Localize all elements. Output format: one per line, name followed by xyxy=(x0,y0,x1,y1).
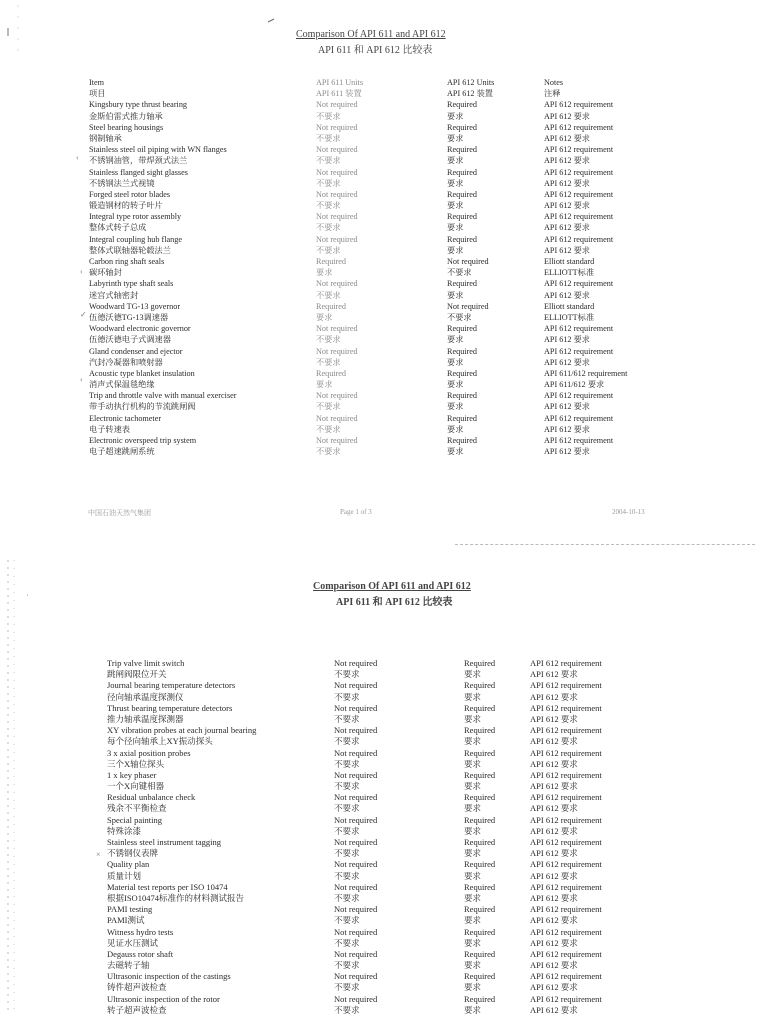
row-api612: Required xyxy=(447,100,478,110)
row-api611: 不要求 xyxy=(316,111,341,121)
row-notes: API 612 要求 xyxy=(530,870,578,881)
row-api611: 不要求 xyxy=(334,736,360,747)
row-api611: Not required xyxy=(316,279,358,289)
page-subtitle: API 611 和 API 612 比较表 xyxy=(318,45,433,56)
row-item: 项目 xyxy=(89,89,106,99)
row-item: Stainless steel instrument tagging xyxy=(107,837,222,847)
row-notes: API 612 requirement xyxy=(530,680,602,691)
row-api612: 要求 xyxy=(447,402,464,412)
row-item: 电子超速跳闸系统 xyxy=(89,447,155,457)
row-notes: API 612 requirement xyxy=(544,122,614,132)
row-api611: Not required xyxy=(334,926,378,937)
row-api611: 不要求 xyxy=(316,156,341,166)
row-item: Stainless flanged sight glasses xyxy=(89,167,188,177)
row-api612: Required xyxy=(464,792,496,803)
row-notes: API 612 requirement xyxy=(544,391,614,401)
row-item: 伍德沃德TG-13调速器 xyxy=(89,312,169,322)
row-notes: API 612 要求 xyxy=(530,848,578,859)
row-api611: Required xyxy=(316,301,347,311)
row-item: Trip valve limit switch xyxy=(107,658,185,668)
row-api611: 要求 xyxy=(316,268,333,278)
row-api612: Required xyxy=(447,212,478,222)
row-api611: Not required xyxy=(316,189,358,199)
row-api612: Required xyxy=(447,167,478,177)
row-api611: 不要求 xyxy=(334,1004,360,1015)
row-item: Integral coupling hub flange xyxy=(89,234,182,244)
row-notes: API 612 requirement xyxy=(544,189,614,199)
row-api611: 不要求 xyxy=(334,870,360,881)
row-notes: API 612 requirement xyxy=(544,145,614,155)
row-api611: Not required xyxy=(316,167,358,177)
row-notes: API 612 requirement xyxy=(530,769,602,780)
margin-mark: · xyxy=(26,591,29,600)
row-api611: Not required xyxy=(316,234,358,244)
row-api612: 要求 xyxy=(447,424,464,434)
row-api611: 不要求 xyxy=(334,803,360,814)
footer-date: 2004-10-13 xyxy=(612,508,645,516)
row-api611: Not required xyxy=(316,346,358,356)
row-api611: Not required xyxy=(334,658,378,668)
row-item: PAMI testing xyxy=(107,904,153,915)
row-item: 电子转速表 xyxy=(89,424,130,434)
row-api611: Not required xyxy=(334,859,378,870)
row-notes: API 612 requirement xyxy=(544,279,614,289)
row-notes: 注释 xyxy=(544,89,561,99)
row-api612: 要求 xyxy=(464,848,482,859)
row-item: 钢制轴承 xyxy=(89,133,122,143)
row-api611: 不要求 xyxy=(334,669,360,680)
row-notes: API 611/612 requirement xyxy=(544,368,628,378)
row-notes: API 612 要求 xyxy=(530,982,578,993)
row-notes: ELLIOTT标准 xyxy=(544,312,595,322)
row-item: 根据ISO10474标准作的材料测试报告 xyxy=(107,892,244,903)
row-notes: API 612 要求 xyxy=(530,960,578,971)
row-api611: 不要求 xyxy=(316,201,341,211)
row-api611: Not required xyxy=(316,212,358,222)
row-api612: 不要求 xyxy=(447,312,472,322)
row-notes: API 612 要求 xyxy=(544,133,590,143)
row-api611: 不要求 xyxy=(334,848,360,859)
footer-left: 中国石油天然气集团 xyxy=(88,509,151,517)
row-api612: Required xyxy=(447,145,478,155)
row-api611: Not required xyxy=(316,100,358,110)
row-notes: API 612 要求 xyxy=(530,669,578,680)
row-notes: ELLIOTT标准 xyxy=(544,268,595,278)
row-notes: API 612 要求 xyxy=(530,713,578,724)
row-api612: 要求 xyxy=(447,357,464,367)
row-api612: 要求 xyxy=(464,915,482,926)
row-api611: 不要求 xyxy=(316,178,341,188)
row-item: Electronic overspeed trip system xyxy=(89,436,197,445)
footer-page-number: Page 1 of 3 xyxy=(340,508,372,516)
row-item: Item xyxy=(89,78,105,87)
row-api612: 要求 xyxy=(447,335,464,345)
row-notes: API 612 requirement xyxy=(544,167,614,177)
row-api612: API 612 装置 xyxy=(447,89,493,99)
row-api611: Not required xyxy=(316,391,358,401)
row-api611: Not required xyxy=(334,702,378,713)
row-api611: 不要求 xyxy=(334,892,360,903)
row-notes: API 612 requirement xyxy=(530,658,602,668)
row-notes: API 612 requirement xyxy=(530,904,602,915)
row-item: 特殊涂漆 xyxy=(107,825,142,836)
row-item: 不锈钢法兰式视镜 xyxy=(89,178,155,188)
row-api612: 要求 xyxy=(464,937,482,948)
row-item: 金斯伯雷式推力轴承 xyxy=(89,111,163,121)
row-item: 不锈钢仪表牌 xyxy=(107,848,159,859)
row-item: 碳环轴封 xyxy=(89,268,122,278)
row-item: 转子超声波检查 xyxy=(107,1004,167,1015)
row-api612: Required xyxy=(464,680,496,691)
row-notes: API 612 requirement xyxy=(544,324,614,334)
row-notes: API 612 requirement xyxy=(530,859,602,870)
row-item: Thrust bearing temperature detectors xyxy=(107,702,233,713)
row-notes: API 612 requirement xyxy=(530,702,602,713)
row-notes: API 612 要求 xyxy=(530,1004,578,1015)
row-api612: Required xyxy=(464,837,496,847)
row-api611: Not required xyxy=(334,904,378,915)
row-notes: API 612 要求 xyxy=(544,156,590,166)
row-api612: Not required xyxy=(447,257,489,266)
row-notes: API 612 requirement xyxy=(544,413,614,423)
row-api612: 要求 xyxy=(447,156,464,166)
row-item: 去磁转子轴 xyxy=(107,960,150,971)
row-item: 3 x axial position probes xyxy=(107,747,191,758)
row-item: Material test reports per ISO 10474 xyxy=(107,881,228,892)
row-api611: 不要求 xyxy=(316,223,341,233)
row-item: 每个径向轴承上XY振动探头 xyxy=(107,736,213,747)
row-api611: API 611 装置 xyxy=(316,89,362,99)
row-item: Gland condenser and ejector xyxy=(89,346,183,356)
row-api612: 要求 xyxy=(464,870,482,881)
row-notes: API 612 要求 xyxy=(544,223,590,233)
row-api611: 不要求 xyxy=(316,447,341,457)
row-api612: Required xyxy=(464,926,496,937)
row-api612: 要求 xyxy=(464,669,482,680)
row-api612: Required xyxy=(464,948,496,959)
row-item: 不锈钢油管，带焊颈式法兰 xyxy=(89,156,188,166)
row-api612: 要求 xyxy=(464,892,482,903)
row-api611: 不要求 xyxy=(316,357,341,367)
row-api612: 要求 xyxy=(447,201,464,211)
row-item: 迷宫式轴密封 xyxy=(89,290,139,300)
row-api611: 不要求 xyxy=(316,245,341,255)
margin-mark: ‹ xyxy=(76,153,79,162)
row-api612: Not required xyxy=(447,301,489,311)
row-notes: Notes xyxy=(544,78,564,87)
row-api612: Required xyxy=(464,881,496,892)
row-api612: Required xyxy=(464,658,496,668)
row-api612: 要求 xyxy=(464,781,482,792)
row-notes: API 612 要求 xyxy=(530,758,578,769)
row-notes: API 612 requirement xyxy=(530,747,602,758)
row-notes: API 612 要求 xyxy=(544,111,590,121)
row-item: Journal bearing temperature detectors xyxy=(107,680,236,691)
row-notes: API 612 requirement xyxy=(530,837,602,847)
row-notes: API 612 要求 xyxy=(530,691,578,702)
row-notes: API 612 要求 xyxy=(530,892,578,903)
row-api611: Not required xyxy=(334,993,378,1004)
row-api611: Required xyxy=(316,368,347,378)
row-api612: 要求 xyxy=(464,691,482,702)
row-api612: 要求 xyxy=(447,245,464,255)
row-api612: Required xyxy=(464,993,496,1004)
row-notes: API 612 要求 xyxy=(530,937,578,948)
row-item: Stainless steel oil piping with WN flanges xyxy=(89,145,227,155)
row-api611: Not required xyxy=(316,122,358,132)
row-notes: API 611/612 要求 xyxy=(544,380,605,390)
row-api612: 不要求 xyxy=(447,268,472,278)
row-api612: Required xyxy=(447,346,478,356)
row-api611: Not required xyxy=(334,680,378,691)
row-item: 推力轴承温度探测器 xyxy=(107,713,184,724)
row-item: Kingsbury type thrust bearing xyxy=(89,100,188,110)
row-notes: API 612 要求 xyxy=(530,803,578,814)
row-item: Forged steel rotor blades xyxy=(89,189,171,199)
row-notes: API 612 要求 xyxy=(530,781,578,792)
row-item: PAMI测试 xyxy=(107,915,145,926)
row-notes: API 612 requirement xyxy=(544,100,614,110)
row-notes: API 612 requirement xyxy=(544,212,614,222)
row-notes: API 612 要求 xyxy=(530,825,578,836)
margin-mark: ‹ xyxy=(80,375,83,384)
row-notes: API 612 requirement xyxy=(530,725,602,736)
row-notes: API 612 要求 xyxy=(544,447,590,457)
row-notes: Elliott standard xyxy=(544,301,595,311)
row-item: 整体式转子总成 xyxy=(89,223,147,233)
row-notes: API 612 要求 xyxy=(544,178,590,188)
row-api611: Not required xyxy=(334,971,378,982)
row-api611: Not required xyxy=(334,814,378,825)
row-notes: API 612 requirement xyxy=(530,881,602,892)
row-api612: Required xyxy=(447,324,478,334)
row-api612: Required xyxy=(464,702,496,713)
row-api611: 不要求 xyxy=(334,825,360,836)
row-api612: Required xyxy=(464,769,496,780)
row-api612: Required xyxy=(464,725,496,736)
row-notes: API 612 要求 xyxy=(544,201,590,211)
row-api611: 不要求 xyxy=(334,937,360,948)
row-notes: API 612 requirement xyxy=(544,436,614,445)
row-api611: 不要求 xyxy=(334,915,360,926)
row-api611: Not required xyxy=(316,145,358,155)
row-api611: API 611 Units xyxy=(316,78,364,87)
row-item: 伍德沃德电子式调速器 xyxy=(89,335,171,345)
row-api612: 要求 xyxy=(447,223,464,233)
page-title: Comparison Of API 611 and API 612 xyxy=(296,29,446,40)
row-notes: API 612 requirement xyxy=(530,971,602,982)
row-api611: Required xyxy=(316,257,347,266)
row-item: Labyrinth type shaft seals xyxy=(89,279,174,289)
row-api612: Required xyxy=(447,122,478,132)
row-api612: 要求 xyxy=(464,736,482,747)
row-notes: API 612 要求 xyxy=(530,736,578,747)
row-api612: Required xyxy=(447,436,478,445)
row-notes: API 612 requirement xyxy=(530,948,602,959)
document-page-2 xyxy=(0,545,768,1024)
row-api612: Required xyxy=(464,859,496,870)
row-item: 整体式联轴器轮毂法兰 xyxy=(89,245,171,255)
row-api612: API 612 Units xyxy=(447,78,495,87)
row-api611: 不要求 xyxy=(316,424,341,434)
row-item: 见证水压测试 xyxy=(107,937,159,948)
row-api611: Not required xyxy=(316,324,358,334)
row-api612: Required xyxy=(447,189,478,199)
row-api611: Not required xyxy=(334,837,378,847)
row-item: Acoustic type blanket insulation xyxy=(89,368,195,378)
row-api611: Not required xyxy=(334,881,378,892)
row-api611: 不要求 xyxy=(316,402,341,412)
row-item: 质量计划 xyxy=(107,870,142,881)
row-notes: API 612 要求 xyxy=(544,245,590,255)
row-api612: Required xyxy=(464,814,496,825)
row-notes: API 612 要求 xyxy=(544,357,590,367)
row-api612: 要求 xyxy=(464,713,482,724)
row-item: Woodward electronic governor xyxy=(89,324,191,334)
row-api611: Not required xyxy=(316,413,358,423)
row-api611: Not required xyxy=(334,769,378,780)
row-api611: 要求 xyxy=(316,380,333,390)
row-item: Special painting xyxy=(107,814,163,825)
row-api611: 不要求 xyxy=(334,982,360,993)
row-api611: 不要求 xyxy=(334,960,360,971)
row-item: Quality plan xyxy=(107,859,150,870)
row-api611: 不要求 xyxy=(316,290,341,300)
row-notes: API 612 要求 xyxy=(530,915,578,926)
row-item: Carbon ring shaft seals xyxy=(89,257,165,266)
row-notes: API 612 要求 xyxy=(544,335,590,345)
row-api612: Required xyxy=(447,413,478,423)
row-item: Woodward TG-13 governor xyxy=(89,301,181,311)
page-title: Comparison Of API 611 and API 612 xyxy=(313,581,471,592)
row-api611: Not required xyxy=(316,436,358,445)
row-api612: Required xyxy=(447,391,478,401)
row-item: 一个X向键相器 xyxy=(107,781,165,792)
row-notes: API 612 要求 xyxy=(544,424,590,434)
page-subtitle: API 611 和 API 612 比较表 xyxy=(336,597,453,608)
row-item: Degauss rotor shaft xyxy=(107,948,174,959)
row-api611: 不要求 xyxy=(334,758,360,769)
row-api612: Required xyxy=(464,747,496,758)
row-item: 汽封冷凝器和喷射器 xyxy=(89,357,163,367)
row-api612: Required xyxy=(447,234,478,244)
row-api612: Required xyxy=(447,279,478,289)
row-api611: Not required xyxy=(334,725,378,736)
row-notes: API 612 requirement xyxy=(544,234,614,244)
row-api611: 不要求 xyxy=(334,713,360,724)
row-api611: Not required xyxy=(334,747,378,758)
row-item: 1 x key phaser xyxy=(107,769,157,780)
row-api612: Required xyxy=(464,904,496,915)
row-notes: API 612 requirement xyxy=(530,814,602,825)
margin-mark: ‹ xyxy=(80,267,83,276)
row-api612: 要求 xyxy=(464,960,482,971)
margin-mark: ✓ xyxy=(80,310,87,319)
row-api612: 要求 xyxy=(464,1004,482,1015)
row-notes: API 612 requirement xyxy=(544,346,614,356)
row-item: Steel bearing housings xyxy=(89,122,164,132)
row-item: 跳闸阀限位开关 xyxy=(107,669,167,680)
margin-mark: × xyxy=(96,850,101,859)
row-notes: API 612 requirement xyxy=(530,993,602,1004)
row-item: Ultrasonic inspection of the rotor xyxy=(107,993,220,1004)
row-api611: 要求 xyxy=(316,312,333,322)
row-item: 径向轴承温度探测仪 xyxy=(107,691,184,702)
row-notes: API 612 requirement xyxy=(530,792,602,803)
row-item: 铸件超声波检查 xyxy=(107,982,167,993)
row-api612: 要求 xyxy=(464,803,482,814)
row-notes: API 612 要求 xyxy=(544,290,590,300)
row-item: 带手动执行机构的节流跳闸阀 xyxy=(89,402,196,412)
row-api612: Required xyxy=(447,368,478,378)
row-api612: 要求 xyxy=(464,758,482,769)
row-api611: Not required xyxy=(334,948,378,959)
row-item: Witness hydro tests xyxy=(107,926,174,937)
row-notes: Elliott standard xyxy=(544,257,595,266)
row-api611: 不要求 xyxy=(334,691,360,702)
row-api612: 要求 xyxy=(464,825,482,836)
row-item: XY vibration probes at each journal bearing xyxy=(107,725,257,736)
row-item: Trip and throttle valve with manual exerciser xyxy=(89,391,237,401)
row-api612: 要求 xyxy=(464,982,482,993)
row-item: 消声式保温毯绝缘 xyxy=(89,380,155,390)
row-api612: 要求 xyxy=(447,380,464,390)
row-item: 锻造钢材的转子叶片 xyxy=(89,201,163,211)
row-item: Ultrasonic inspection of the castings xyxy=(107,971,231,982)
row-notes: API 612 要求 xyxy=(544,402,590,412)
row-notes: API 612 requirement xyxy=(530,926,602,937)
row-api611: 不要求 xyxy=(316,335,341,345)
row-api612: 要求 xyxy=(447,111,464,121)
row-item: Electronic tachometer xyxy=(89,413,162,423)
row-item: Integral type rotor assembly xyxy=(89,212,182,222)
row-api611: Not required xyxy=(334,792,378,803)
row-api612: Required xyxy=(464,971,496,982)
row-api612: 要求 xyxy=(447,447,464,457)
row-api612: 要求 xyxy=(447,290,464,300)
row-api612: 要求 xyxy=(447,178,464,188)
row-item: 三个X轴位探头 xyxy=(107,758,165,769)
row-item: 残余不平衡检查 xyxy=(107,803,167,814)
row-api611: 不要求 xyxy=(316,133,341,143)
row-item: Residual unbalance check xyxy=(107,792,196,803)
row-api611: 不要求 xyxy=(334,781,360,792)
row-api612: 要求 xyxy=(447,133,464,143)
